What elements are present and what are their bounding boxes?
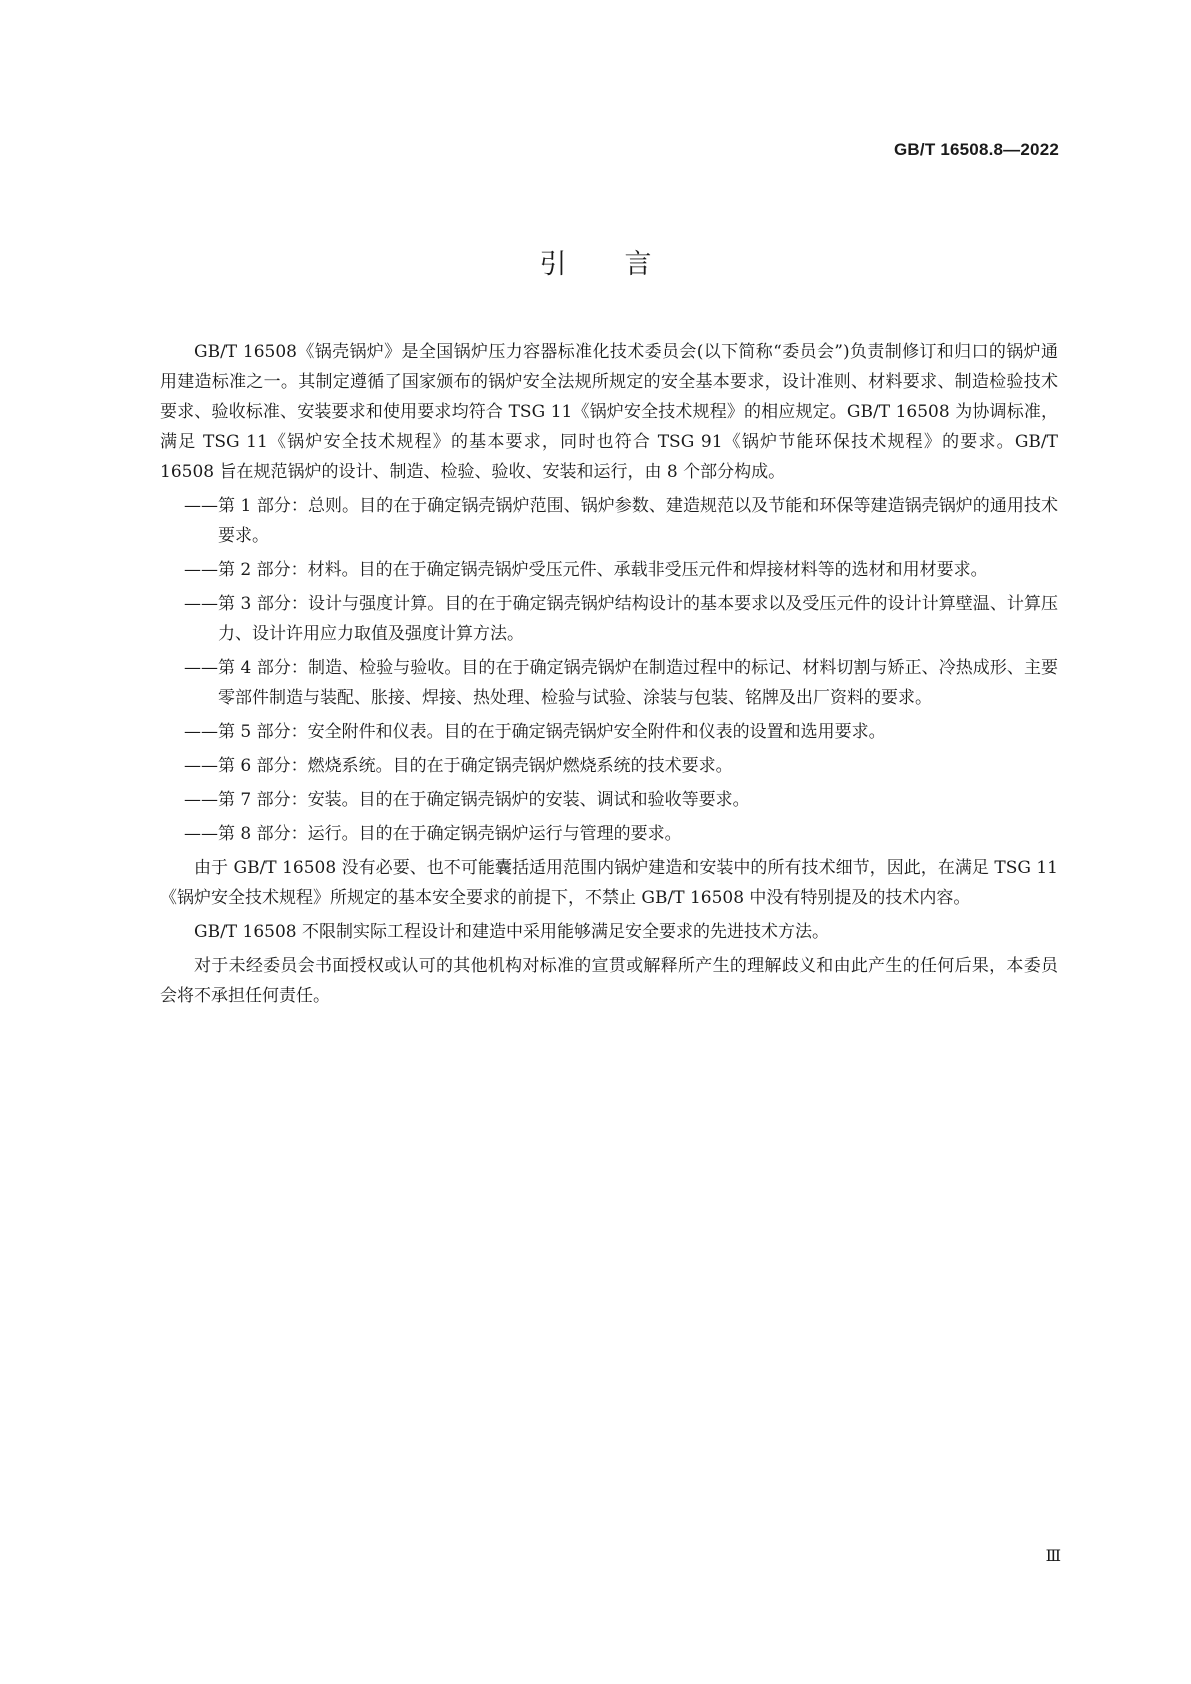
list-item-text: 第 1 部分：总则。目的在于确定锅壳锅炉范围、锅炉参数、建造规范以及节能和环保等建造锅壳锅炉的通用技术要求。 bbox=[218, 496, 1058, 546]
list-item-text: 第 6 部分：燃烧系统。目的在于确定锅壳锅炉燃烧系统的技术要求。 bbox=[218, 756, 733, 776]
list-item bbox=[160, 717, 1058, 747]
list-item bbox=[160, 819, 1058, 849]
list-item-text: 第 4 部分：制造、检验与验收。目的在于确定锅壳锅炉在制造过程中的标记、材料切割与矫正、冷热成形、主要零部件制造与装配、胀接、焊接、热处理、检验与试验、涂装与包装、铭牌及出厂资料的要求。 bbox=[218, 658, 1058, 708]
parts-list bbox=[160, 491, 1058, 849]
list-item-text: 第 5 部分：安全附件和仪表。目的在于确定锅壳锅炉安全附件和仪表的设置和选用要求。 bbox=[218, 722, 886, 742]
list-item-text: 第 7 部分：安装。目的在于确定锅壳锅炉的安装、调试和验收等要求。 bbox=[218, 790, 750, 810]
list-item-text: 第 3 部分：设计与强度计算。目的在于确定锅壳锅炉结构设计的基本要求以及受压元件的设计计算壁温、计算压力、设计许用应力取值及强度计算方法。 bbox=[218, 594, 1058, 644]
list-item bbox=[160, 589, 1058, 649]
list-dash: —— bbox=[184, 824, 218, 844]
closing-paragraph: GB/T 16508 不限制实际工程设计和建造中采用能够满足安全要求的先进技术方法。 bbox=[194, 922, 830, 942]
list-item bbox=[160, 653, 1058, 713]
list-item bbox=[160, 751, 1058, 781]
list-dash: —— bbox=[184, 658, 218, 678]
list-dash: —— bbox=[184, 790, 218, 810]
page-title: 引言 bbox=[539, 249, 710, 280]
list-dash: —— bbox=[184, 496, 218, 516]
closing-paragraph: 对于未经委员会书面授权或认可的其他机构对标准的宣贯或解释所产生的理解歧义和由此产生的任何后果，本委员会将不承担任何责任。 bbox=[160, 956, 1058, 1006]
standard-code: GB/T 16508.8—2022 bbox=[894, 140, 1059, 159]
list-item-text: 第 8 部分：运行。目的在于确定锅壳锅炉运行与管理的要求。 bbox=[218, 824, 682, 844]
intro-paragraph: GB/T 16508《锅壳锅炉》是全国锅炉压力容器标准化技术委员会(以下简称“委员会”)负责制修订和归口的锅炉通用建造标准之一。其制定遵循了国家颁布的锅炉安全法规所规定的安全基本要求，设计准则、材料要求、制造检验技术要求、验收标准、安装要求和使用要求均符合 TSG 11《锅炉安全技术规程》的相应规定。GB/T 16508 为协调标准，满足 TSG 11《锅炉安全技术规程》的基本要求，同时也符合 TSG 91《锅炉节能环保技术规程》的要求。GB/T 16508 旨在规范锅炉的设计、制造、检验、验收、安装和运行，由 8 个部分构成。 bbox=[160, 342, 1058, 482]
list-dash: —— bbox=[184, 560, 218, 580]
list-item bbox=[160, 491, 1058, 551]
list-item bbox=[160, 785, 1058, 815]
page-number: Ⅲ bbox=[1045, 1546, 1061, 1565]
list-item-text: 第 2 部分：材料。目的在于确定锅壳锅炉受压元件、承载非受压元件和焊接材料等的选材和用材要求。 bbox=[218, 560, 988, 580]
list-item bbox=[160, 555, 1058, 585]
list-dash: —— bbox=[184, 722, 218, 742]
list-dash: —— bbox=[184, 594, 218, 614]
document-body bbox=[160, 337, 1058, 1015]
closing-paragraph: 由于 GB/T 16508 没有必要、也不可能囊括适用范围内锅炉建造和安装中的所有技术细节，因此，在满足 TSG 11《锅炉安全技术规程》所规定的基本安全要求的前提下，不禁止 GB/T 16508 中没有特别提及的技术内容。 bbox=[160, 858, 1058, 908]
list-dash: —— bbox=[184, 756, 218, 776]
